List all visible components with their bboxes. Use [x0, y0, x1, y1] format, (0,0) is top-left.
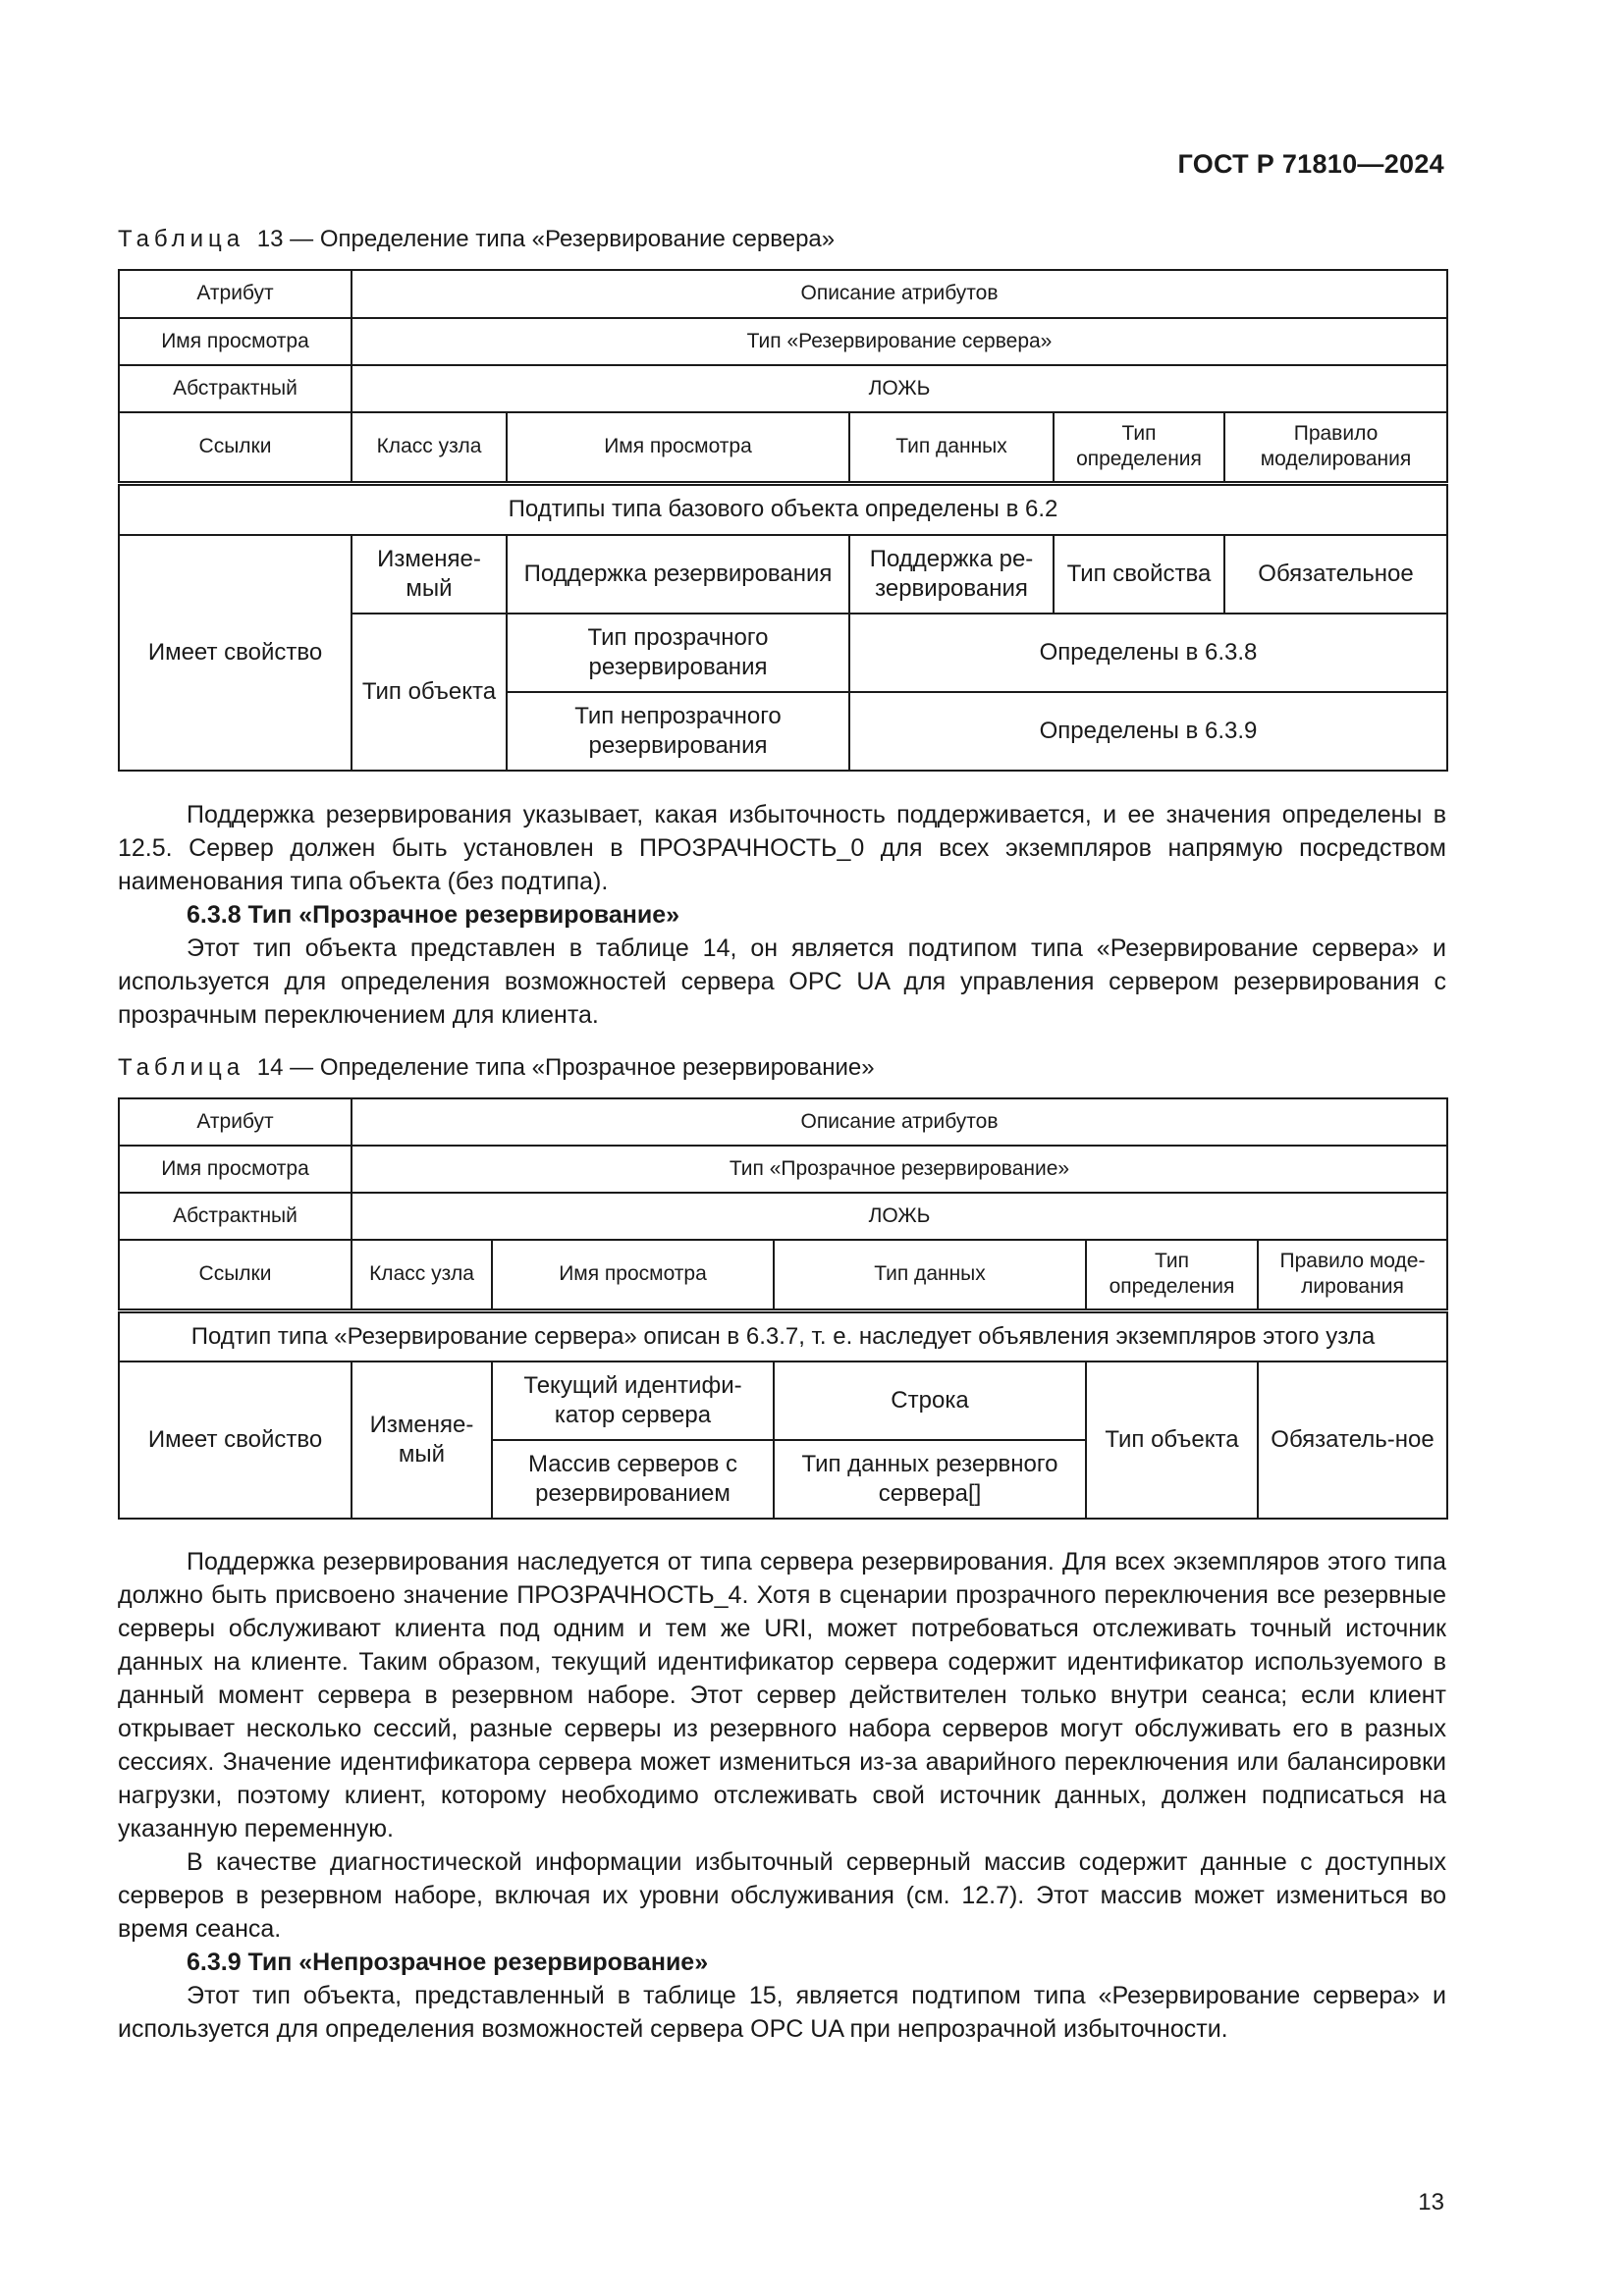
access-level: Изменяе-мый [352, 1362, 492, 1519]
has-property: Имеет свойство [119, 1362, 352, 1519]
refs-col-data-type: Тип данных [774, 1240, 1086, 1310]
subtypes-row: Подтипы типа базового объекта определены в 6.2 [119, 483, 1447, 535]
redundant-server-array-type: Тип данных резервного сервера[] [774, 1440, 1086, 1519]
object-type-label: Тип объекта [1086, 1362, 1258, 1519]
browse-name-value: Тип «Резервирование сервера» [352, 318, 1447, 365]
abstract-value: ЛОЖЬ [352, 1193, 1447, 1240]
property-modelling-rule: Обязательное [1224, 535, 1447, 614]
desc-header: Описание атрибутов [352, 1098, 1447, 1146]
refs-label: Ссылки [119, 412, 352, 483]
property-data-type: Поддержка ре-зервирования [849, 535, 1054, 614]
page-number: 13 [1418, 2189, 1444, 2216]
property-browse-name: Поддержка резервирования [507, 535, 849, 614]
caption-text: 14 — Определение типа «Прозрачное резервирование» [256, 1054, 875, 1081]
redundant-server-array-name: Массив серверов с резервированием [492, 1440, 774, 1519]
refs-col-data-type: Тип данных [849, 412, 1054, 483]
text-block-2 [118, 1545, 1446, 2046]
attr-header: Атрибут [119, 1098, 352, 1146]
paragraph: Этот тип объекта, представленный в таблице 15, является подтипом типа «Резервирование сервера» и используется для определения возможностей сервера OPC UA при непрозрачной избыточности. [118, 1982, 1446, 2043]
property-type-definition: Тип свойства [1054, 535, 1224, 614]
current-server-id-name: Текущий идентифи-катор сервера [492, 1362, 774, 1440]
access-level: Изменяе-мый [352, 535, 507, 614]
text-block-1 [118, 798, 1446, 1032]
has-property: Имеет свойство [119, 535, 352, 771]
abstract-value: ЛОЖЬ [352, 365, 1447, 412]
caption-word: Таблица [118, 1054, 245, 1081]
paragraph: В качестве диагностической информации избыточный серверный массив содержит данные с доступных серверов в резервном наборе, включая их уровни обслуживания (см. 12.7). Этот массив может измениться во время сеанса. [118, 1848, 1446, 1943]
refs-label: Ссылки [119, 1240, 352, 1310]
refs-col-modelling-rule: Правило моде-лирования [1258, 1240, 1447, 1310]
table-13-caption [118, 226, 835, 253]
attr-header: Атрибут [119, 270, 352, 318]
paragraph: Поддержка резервирования наследуется от типа сервера резервирования. Для всех экземпляров этого типа должно быть присвоено значение ПРОЗРАЧНОСТЬ_4. Хотя в сценарии прозрачного переключения все резервные серверы обслуживают клиента под одним и тем же URI, может потребоваться отслеживать точный источник данных на клиенте. Таким образом, текущий идентификатор сервера содержит идентификатор используемого в данный момент сервера в резервном наборе. Этот сервер действителен только внутри сеанса; если клиент открывает несколько сессий, разные серверы из резервного набора серверов могут обслуживать его в разных сессиях. Значение идентификатора сервера может измениться из-за аварийного переключения или балансировки нагрузки, поэтому клиент, которому необходимо отслеживать свой источник данных, должен подписаться на указанную переменную. [118, 1548, 1446, 1842]
document-code: ГОСТ Р 71810—2024 [1177, 149, 1444, 179]
table-14-caption [118, 1054, 875, 1082]
refs-col-type-definition: Тип определения [1086, 1240, 1258, 1310]
object-type-label: Тип объекта [352, 614, 507, 771]
section-heading-6-3-8: 6.3.8 Тип «Прозрачное резервирование» [187, 901, 680, 929]
nontransparent-type-name: Тип непрозрачного резервирования [507, 692, 849, 771]
browse-name-value: Тип «Прозрачное резервирование» [352, 1146, 1447, 1193]
abstract-label: Абстрактный [119, 365, 352, 412]
nontransparent-type-definition: Определены в 6.3.9 [849, 692, 1447, 771]
paragraph: Поддержка резервирования указывает, какая избыточность поддерживается, и ее значения определены в 12.5. Сервер должен быть установлен в ПРОЗРАЧНОСТЬ_0 для всех экземпляров напрямую посредством наименования типа объекта (без подтипа). [118, 801, 1446, 895]
transparent-type-name: Тип прозрачного резервирования [507, 614, 849, 692]
section-heading-6-3-9: 6.3.9 Тип «Непрозрачное резервирование» [187, 1949, 709, 1976]
refs-col-browse-name: Имя просмотра [492, 1240, 774, 1310]
caption-word: Таблица [118, 226, 245, 252]
refs-col-type-definition: Тип определения [1054, 412, 1224, 483]
caption-text: 13 — Определение типа «Резервирование сервера» [256, 226, 836, 252]
table-14 [118, 1097, 1448, 1520]
refs-col-modelling-rule: Правило моделирования [1224, 412, 1447, 483]
table-13 [118, 269, 1448, 772]
refs-col-node-class: Класс узла [352, 412, 507, 483]
browse-name-label: Имя просмотра [119, 318, 352, 365]
current-server-id-type: Строка [774, 1362, 1086, 1440]
transparent-type-definition: Определены в 6.3.8 [849, 614, 1447, 692]
browse-name-label: Имя просмотра [119, 1146, 352, 1193]
mandatory-label: Обязатель-ное [1258, 1362, 1447, 1519]
subtype-row: Подтип типа «Резервирование сервера» описан в 6.3.7, т. е. наследует объявления экземпляров этого узла [119, 1310, 1447, 1362]
desc-header: Описание атрибутов [352, 270, 1447, 318]
abstract-label: Абстрактный [119, 1193, 352, 1240]
paragraph: Этот тип объекта представлен в таблице 14, он является подтипом типа «Резервирование сервера» и используется для определения возможностей сервера OPC UA для управления сервером резервирования с прозрачным переключением для клиента. [118, 934, 1446, 1029]
refs-col-browse-name: Имя просмотра [507, 412, 849, 483]
refs-col-node-class: Класс узла [352, 1240, 492, 1310]
